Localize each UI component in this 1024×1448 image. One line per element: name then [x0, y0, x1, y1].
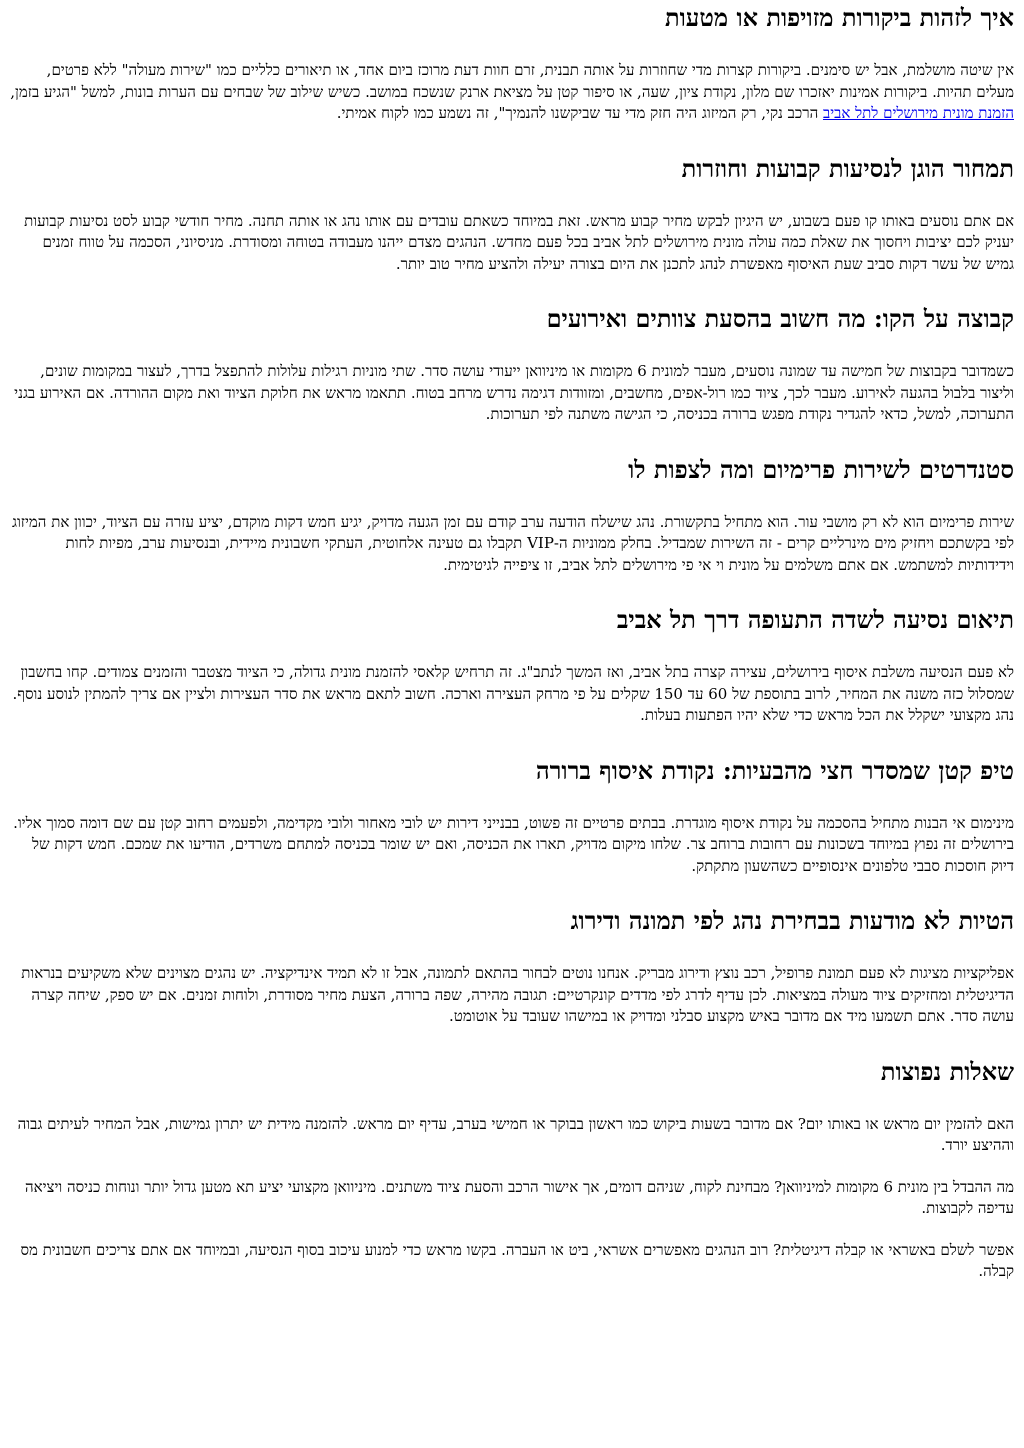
section-paragraph: כשמדובר בקבוצות של חמישה עד שמונה נוסעים, מעבר למונית 6 מקומות או מיניוואן ייעודי עושה סדר. שתי מוניות רגילות עלולות להתפצל בדרך, לעצור במקומות שונים, וליצור בלבול בהגעה לאירוע. מעבר לכך, ציוד כמו רול-אפים, מחשבים, ומזוודות דגימה נדרש מרחב בטוח. תתאמו מראש את חלוקת הציוד ואת מקום ההורדה. אם האירוע בגני התערוכה, למשל, כדאי להגדיר נקודת מפגש ברורה בכניסה, כי הגישה משתנה לפי תערוכות. — [14, 362, 1014, 423]
section-heading: איך לזהות ביקורות מזויפות או מטעות — [665, 3, 1014, 32]
paragraph-text-start: אין שיטה מושלמת, אבל יש סימנים. ביקורות קצרות מדי שחוזרות על אותה תבנית, זרם חוות דעת מרוכז ביום אחד, או תיאורים כלליים כמו "שירות מעולה" ללא פרטים, מעלים תהיות. ביקורות אמינות יאזכרו שם מלון, נקודת ציון, שעה, או סיפור קטן על מציאת ארנק שנשכח במושב. כשיש שילוב של שבחים עם הערות בונות, למשל "הגיע בזמן, — [10, 61, 1014, 101]
section-heading: קבוצה על הקו: מה חשוב בהסעת צוותים ואירועים — [546, 304, 1014, 333]
section-group-transport — [10, 301, 1014, 426]
section-paragraph: אם אתם נוסעים באותו קו פעם בשבוע, יש היגיון לבקש מחיר קבוע מראש. זאת במיוחד כשאתם עובדים עם אותו נהג או אותה תחנה. מחיר חודשי קבוע לסט נסיעות קבועות יעניק לכם יציבות ויחסוך את שאלת כמה עולה מונית מירושלים לתל אביב בכל פעם מחדש. הנהגים מצדם ייהנו מעבודה בטוחה ומסודרת. מניסיוני, הסכמה על טווח זמנים גמיש של עשר דקות סביב שעת האיסוף מאפשרת לנהג לתכנן את היום בצורה יעילה ולהציע מחיר טוב יותר. — [24, 211, 1014, 273]
section-paragraph: אפליקציות מציגות לא פעם תמונת פרופיל, רכב נוצץ ודירוג מבריק. אנחנו נוטים לבחור בהתאם לתמונה, אבל זו לא תמיד אינדיקציה. יש נהגים מצוינים שלא משקיעים בנראות הדיגיטלית ומחזיקים ציוד מעולה במציאות. לכן עדיף לדרג לפי מדדים קונקרטיים: תגובה מהירה, שפה ברורה, הצעת מחיר מסודרת, ולוחות זמנים. אם יש ספק, שיחה קצרה עושה סדר. אתם תשמעו מיד אם מדובר באיש מקצוע סבלני ומדויק או במישהו שעובד על אוטומט. — [21, 964, 1014, 1025]
faq-item — [10, 1177, 1014, 1220]
section-driver-bias — [10, 903, 1014, 1028]
section-premium-service — [10, 452, 1014, 577]
taxi-booking-link[interactable]: הזמנת מונית מירושלים לתל אביב — [822, 104, 1014, 122]
section-paragraph: שירות פרימיום הוא לא רק מושבי עור. הוא מתחיל בתקשורת. נהג שישלח הודעה ערב קודם עם זמן הגעה מדויק, יגיע חמש דקות מוקדם, יציע עזרה עם הציוד, יכוון את המיזוג לפי בקשתכם ויחזיק מים מינרליים קרים - זה השירות שמבדיל. בחלק ממוניות ה-VIP תקבלו גם טעינה אלחוטית, העתקי חשבונית מיידית, ובנסיעות ערב, מפיות לחות וידידותיות למשתמש. אם אתם משלמים על מונית וי אי פי מירושלים לתל אביב, זו ציפייה לגיטימית. — [12, 512, 1014, 574]
section-heading: הטיות לא מודעות בבחירת נהג לפי תמונה ודירוג — [570, 906, 1014, 935]
faq-item-text: האם להזמין יום מראש או באותו יום? אם מדובר בשעות ביקוש כמו ראשון בבוקר או חמישי בערב, עדיף יום מראש. להזמנה מידית יש יתרון גמישות, אבל המחיר לעיתים גבוה וההיצע יורד. — [17, 1114, 1014, 1154]
faq-item — [10, 1240, 1014, 1283]
section-pickup-point — [10, 753, 1014, 878]
section-paragraph: לא פעם הנסיעה משלבת איסוף בירושלים, עצירה קצרה בתל אביב, ואז המשך לנתב"ג. זה תרחיש קלאסי להזמנת מונית גדולה, כי הציוד מצטבר והזמנים צמודים. קחו בחשבון שמסלול כזה משנה את המחיר, לרוב בתוספת של 60 עד 150 שקלים על פי מרחק העצירה וארכה. חשוב לתאם מראש את סדר העצירות ולציין אם צריך להמתין לנוסע נוסף. נהג מקצועי ישקלל את הכל מראש כדי שלא יהיו הפתעות בעלות. — [12, 663, 1014, 724]
section-paragraph — [10, 60, 1014, 125]
section-heading: תיאום נסיעה לשדה התעופה דרך תל אביב — [616, 605, 1014, 634]
paragraph-text-end: הרכב נקי, רק המיזוג היה חזק מדי עד שביקשנו להנמיך", זה נשמע כמו לקוח אמיתי. — [336, 104, 823, 122]
faq-item-text: אפשר לשלם באשראי או קבלה דיגיטלית? רוב הנהגים מאפשרים אשראי, ביט או העברה. בקשו מראש כדי למנוע עיכוב בסוף הנסיעה, ובמיוחד אם אתם צריכים חשבונית מס קבלה. — [20, 1240, 1014, 1280]
section-heading: תמחור הוגן לנסיעות קבועות וחוזרות — [681, 153, 1014, 183]
section-heading: טיפ קטן שמסדר חצי מהבעיות: נקודת איסוף ברורה — [535, 755, 1014, 785]
section-heading: סטנדרטים לשירות פרימיום ומה לצפות לו — [628, 454, 1014, 484]
section-paragraph: מינימום אי הבנות מתחיל בהסכמה על נקודת איסוף מוגדרת. בבתים פרטיים זה פשוט, בבנייני דירות יש לובי מאחור ולובי מקדימה, ולפעמים רחוב קטן עם שם דומה סמוך אליו. בירושלים זה נפוץ במיוחד בשכונות עם רחובות ברוחב צר. שלחו מיקום מדויק, תארו את הכניסה, ואם יש שומר בכניסה למתחם משרדים, הודיעו את שמכם. חמש דקות של דיוק חוסכות סבבי טלפונים אינסופיים כשהשעון מתקתק. — [13, 813, 1014, 875]
section-faq — [10, 1054, 1014, 1283]
faq-item — [10, 1114, 1014, 1157]
faq-item-text: מה ההבדל בין מונית 6 מקומות למיניוואן? מבחינת לקוח, שניהם דומים, אך אישור הרכב והסעת ציוד משתנים. מיניוואן מקצועי יציע תא מטען גדול יותר ונוחות כניסה ויציאה עדיפה לקבוצות. — [25, 1177, 1014, 1217]
section-fair-pricing — [10, 151, 1014, 276]
section-airport-trip — [10, 602, 1014, 727]
faq-heading: שאלות נפוצות — [880, 1056, 1014, 1086]
section-fake-reviews — [10, 0, 1014, 125]
